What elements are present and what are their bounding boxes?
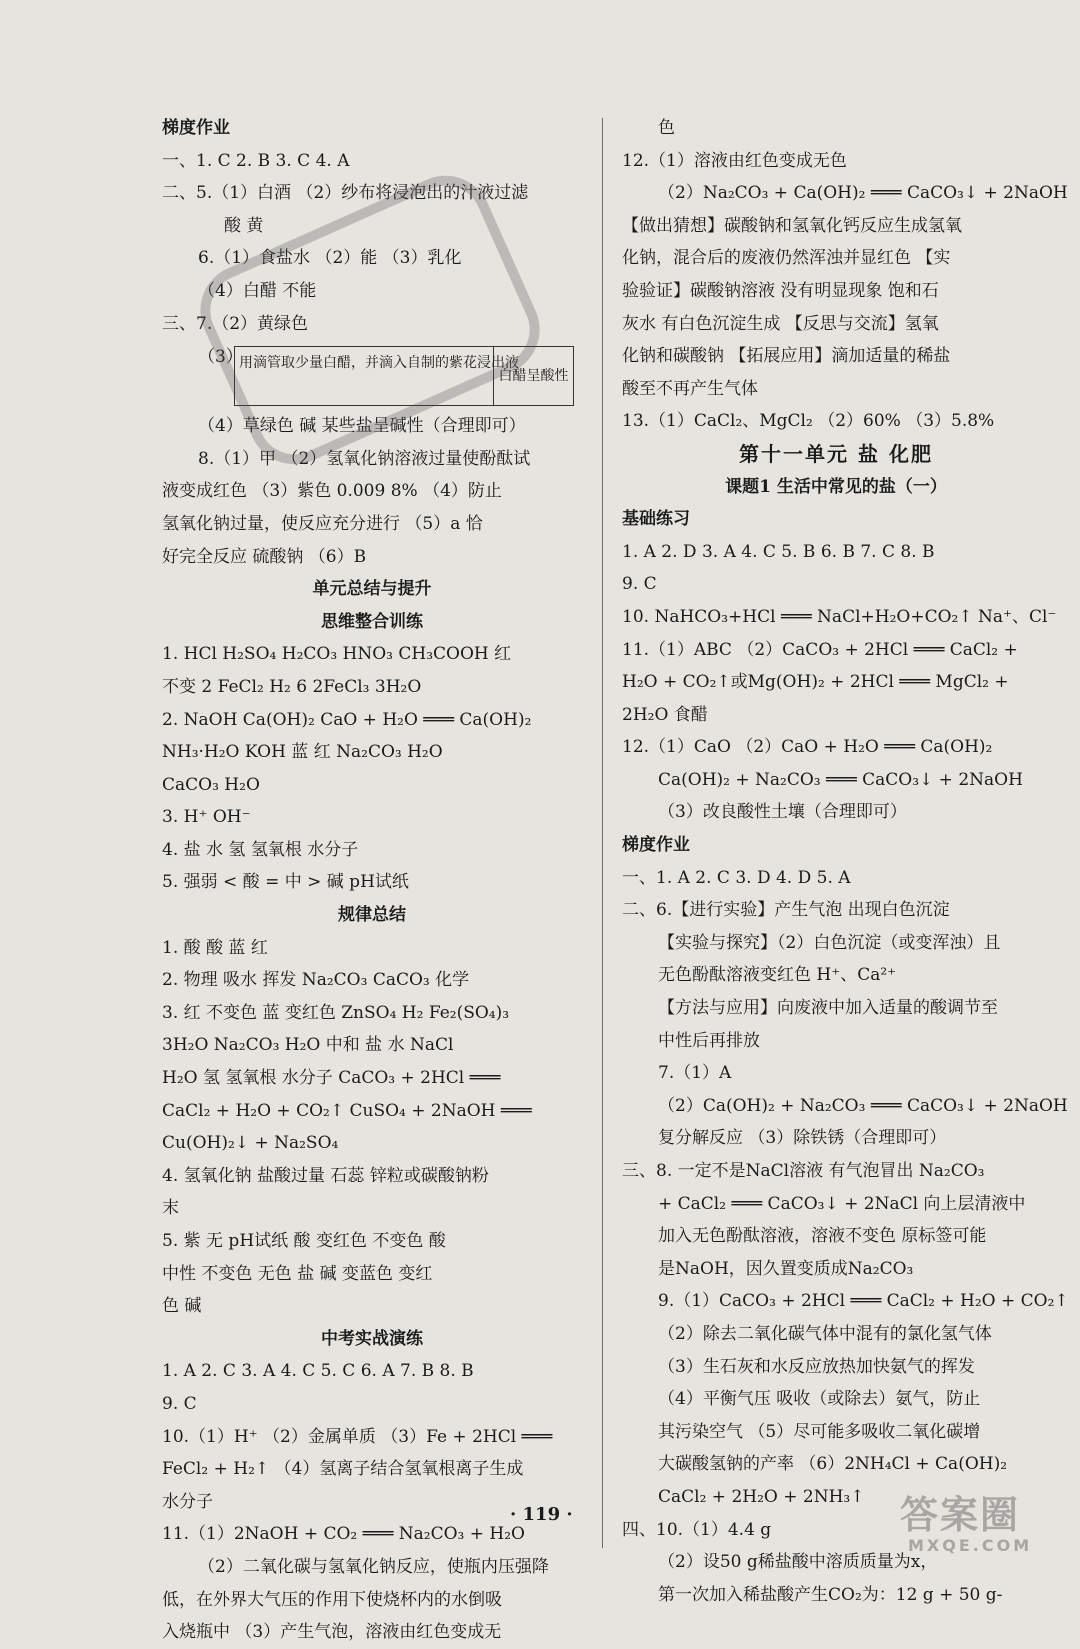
answer-line: 灰水 有白色沉淀生成 【反思与交流】氢氧 bbox=[622, 313, 939, 334]
answer-line: 一、1. C 2. B 3. C 4. A bbox=[162, 150, 350, 171]
answer-line: 11.（1）ABC （2）CaCO₃ + 2HCl ═══ CaCl₂ + bbox=[622, 639, 1018, 660]
answer-line: 大碳酸氢钠的产率 （6）2NH₄Cl + Ca(OH)₂ bbox=[658, 1454, 1008, 1475]
answer-line: 是NaOH，因久置变质成Na₂CO₃ bbox=[658, 1258, 914, 1279]
answer-line: NH₃·H₂O KOH 蓝 红 Na₂CO₃ H₂O bbox=[162, 742, 443, 763]
site-watermark-logo bbox=[900, 1494, 1070, 1564]
answer-line: FeCl₂ + H₂↑ （4）氢离子结合氢氧根离子生成 bbox=[162, 1459, 524, 1480]
section-heading: 基础练习 bbox=[622, 509, 690, 530]
answer-line: 第一次加入稀盐酸产生CO₂为：12 g + 50 g- bbox=[658, 1584, 1003, 1605]
answer-line: 末 bbox=[162, 1198, 179, 1219]
table-cell-conclusion: 白醋呈酸性 bbox=[498, 368, 569, 385]
answer-line: 2. 物理 吸水 挥发 Na₂CO₃ CaCO₃ 化学 bbox=[162, 970, 470, 991]
answer-line: 3. H⁺ OH⁻ bbox=[162, 807, 251, 828]
section-heading: 规律总结 bbox=[338, 905, 406, 926]
answer-line: 二、6.【进行实验】产生气泡 出现白色沉淀 bbox=[622, 900, 950, 921]
answer-line: Ca(OH)₂ + Na₂CO₃ ═══ CaCO₃↓ + 2NaOH bbox=[658, 769, 1023, 790]
table-cell-operation: 用滴管取少量白醋，并滴入自制的紫花浸出液 bbox=[235, 347, 494, 405]
answer-line: 9. C bbox=[162, 1393, 197, 1414]
section-heading: 梯度作业 bbox=[162, 118, 230, 138]
answer-line: 无色酚酞溶液变红色 H⁺、Ca²⁺ bbox=[658, 965, 897, 986]
answer-line: 12.（1）溶液由红色变成无色 bbox=[622, 150, 847, 171]
watermark-url: MXQE.COM bbox=[908, 1536, 1033, 1555]
answer-line: 1. 酸 酸 蓝 红 bbox=[162, 937, 268, 958]
section-heading: 单元总结与提升 bbox=[312, 579, 432, 600]
answer-line: 低，在外界大气压的作用下使烧杯内的水倒吸 bbox=[162, 1589, 502, 1610]
answer-line: （3）生石灰和水反应放热加快氨气的挥发 bbox=[658, 1356, 975, 1377]
lesson-title: 课题1 生活中常见的盐（一） bbox=[725, 476, 947, 497]
answer-line: 2H₂O 食醋 bbox=[622, 704, 708, 725]
answer-line: 【方法与应用】向废液中加入适量的酸调节至 bbox=[658, 998, 998, 1019]
answer-line: 9. C bbox=[622, 574, 657, 595]
answer-line: 水分子 bbox=[162, 1491, 213, 1512]
answer-line: 酸至不再产生气体 bbox=[622, 378, 758, 399]
answer-line: 液变成红色 （3）紫色 0.009 8% （4）防止 bbox=[162, 481, 502, 502]
answer-line: 13.（1）CaCl₂、MgCl₂ （2）60% （3）5.8% bbox=[622, 411, 995, 432]
answer-line: 【做出猜想】碳酸钠和氢氧化钙反应生成氢氧 bbox=[622, 215, 962, 236]
answer-line: 5. 紫 无 pH试纸 酸 变红色 不变色 酸 bbox=[162, 1231, 446, 1251]
answer-line: 1. A 2. C 3. A 4. C 5. C 6. A 7. B 8. B bbox=[162, 1361, 474, 1382]
answer-line: 氢氧化钠过量，使反应充分进行 （5）a 恰 bbox=[162, 513, 483, 534]
answer-line: + CaCl₂ ═══ CaCO₃↓ + 2NaCl 向上层清液中 bbox=[658, 1193, 1026, 1214]
answer-line: 加入无色酚酞溶液，溶液不变色 原标签可能 bbox=[658, 1226, 987, 1247]
answer-line: 4. 氢氧化钠 盐酸过量 石蕊 锌粒或碳酸钠粉 bbox=[162, 1165, 489, 1186]
answer-line: 好完全反应 硫酸钠 （6）B bbox=[162, 546, 367, 567]
answer-line: 三、7.（2）黄绿色 bbox=[162, 313, 309, 334]
answer-line: 2. NaOH Ca(OH)₂ CaO + H₂O ═══ Ca(OH)₂ bbox=[162, 709, 532, 730]
answer-line: 7.（1）A bbox=[658, 1063, 732, 1084]
answer-line: 其污染空气 （5）尽可能多吸收二氧化碳增 bbox=[658, 1421, 981, 1442]
answer-line: CaCO₃ H₂O bbox=[162, 774, 260, 795]
unit-title: 第十一单元 盐 化肥 bbox=[739, 441, 933, 466]
answer-line: 不变 2 FeCl₂ H₂ 6 2FeCl₃ 3H₂O bbox=[162, 676, 422, 697]
answer-line: 5. 强弱 < 酸 = 中 > 碱 pH试纸 bbox=[162, 872, 409, 893]
column-divider bbox=[602, 118, 603, 1548]
answer-line: 6.（1）食盐水 （2）能 （3）乳化 bbox=[198, 248, 462, 269]
section-heading: 梯度作业 bbox=[622, 835, 690, 856]
answer-line: 四、10.（1）4.4 g bbox=[622, 1519, 772, 1540]
answer-line: （2）Ca(OH)₂ + Na₂CO₃ ═══ CaCO₃↓ + 2NaOH bbox=[658, 1095, 1068, 1116]
answer-line: 1. HCl H₂SO₄ H₂CO₃ HNO₃ CH₃COOH 红 bbox=[162, 644, 512, 665]
answer-line: 一、1. A 2. C 3. D 4. D 5. A bbox=[622, 867, 851, 888]
answer-line: （4）平衡气压 吸收（或除去）氨气，防止 bbox=[658, 1389, 981, 1410]
answer-line: （4）草绿色 碱 某些盐呈碱性（合理即可） bbox=[198, 416, 526, 437]
answer-line: 酸 黄 bbox=[224, 215, 264, 236]
answer-line: （2）Na₂CO₃ + Ca(OH)₂ ═══ CaCO₃↓ + 2NaOH bbox=[658, 183, 1068, 204]
page-number: · 119 · bbox=[510, 1504, 573, 1525]
answer-line: 8.（1）甲 （2）氢氧化钠溶液过量使酚酞试 bbox=[198, 448, 531, 469]
answer-line: 12.（1）CaO （2）CaO + H₂O ═══ Ca(OH)₂ bbox=[622, 737, 993, 758]
watermark-text: 答案圈 bbox=[900, 1493, 1021, 1537]
answer-line: 10.（1）H⁺ （2）金属单质 （3）Fe + 2HCl ═══ bbox=[162, 1426, 553, 1447]
answer-line: 1. A 2. D 3. A 4. C 5. B 6. B 7. C 8. B bbox=[622, 541, 935, 562]
table-prefix: （3） bbox=[198, 347, 243, 368]
answer-line: 11.（1）2NaOH + CO₂ ═══ Na₂CO₃ + H₂O bbox=[162, 1524, 525, 1545]
answer-line: （4）白醋 不能 bbox=[198, 280, 317, 301]
answer-line: 【实验与探究】（2）白色沉淀（或变浑浊）且 bbox=[658, 932, 1001, 953]
answer-line: 复分解反应 （3）除铁锈（合理即可） bbox=[658, 1128, 947, 1149]
answer-line: 3. 红 不变色 蓝 变红色 ZnSO₄ H₂ Fe₂(SO₄)₃ bbox=[162, 1002, 510, 1023]
answer-line: （2）除去二氧化碳气体中混有的氯化氢气体 bbox=[658, 1323, 992, 1344]
answer-line: 中性 不变色 无色 盐 碱 变蓝色 变红 bbox=[162, 1263, 433, 1284]
answer-line: Cu(OH)₂↓ + Na₂SO₄ bbox=[162, 1133, 339, 1154]
answer-line: CaCl₂ + 2H₂O + 2NH₃↑ bbox=[658, 1486, 865, 1507]
answer-line: （3）改良酸性土壤（合理即可） bbox=[658, 802, 907, 823]
answer-line: 色 碱 bbox=[162, 1296, 202, 1317]
answer-line: （2）二氧化碳与氢氧化钠反应，使瓶内压强降 bbox=[198, 1556, 549, 1577]
answer-line: 化钠，混合后的废液仍然浑浊并显红色 【实 bbox=[622, 248, 951, 269]
answer-line: H₂O + CO₂↑或Mg(OH)₂ + 2HCl ═══ MgCl₂ + bbox=[622, 672, 1009, 693]
answer-line: 色 bbox=[658, 118, 675, 138]
section-heading: 思维整合训练 bbox=[321, 611, 423, 632]
answer-line: CaCl₂ + H₂O + CO₂↑ CuSO₄ + 2NaOH ═══ bbox=[162, 1100, 532, 1121]
answer-line: （2）设50 g稀盐酸中溶质质量为x， bbox=[658, 1552, 938, 1573]
answer-line: 4. 盐 水 氢 氢氧根 水分子 bbox=[162, 839, 359, 860]
answer-line: H₂O 氢 氢氧根 水分子 CaCO₃ + 2HCl ═══ bbox=[162, 1068, 501, 1089]
answer-line: 入烧瓶中 （3）产生气泡，溶液由红色变成无 bbox=[162, 1622, 502, 1643]
answer-line: 二、5.（1）白酒 （2）纱布将浸泡出的汁液过滤 bbox=[162, 183, 529, 204]
section-heading: 中考实战演练 bbox=[321, 1328, 423, 1349]
answer-line: 中性后再排放 bbox=[658, 1030, 760, 1051]
answer-line: 验验证】碳酸钠溶液 没有明显现象 饱和石 bbox=[622, 280, 939, 301]
answer-line: 三、8. 一定不是NaCl溶液 有气泡冒出 Na₂CO₃ bbox=[622, 1161, 985, 1181]
answer-line: 3H₂O Na₂CO₃ H₂O 中和 盐 水 NaCl bbox=[162, 1035, 454, 1056]
right-column bbox=[622, 112, 1069, 1611]
answer-line: 9.（1）CaCO₃ + 2HCl ═══ CaCl₂ + H₂O + CO₂↑ bbox=[658, 1291, 1069, 1312]
answer-line: 10. NaHCO₃+HCl ═══ NaCl+H₂O+CO₂↑ Na⁺、Cl⁻ bbox=[622, 606, 1057, 627]
answer-line: 化钠和碳酸钠 【拓展应用】滴加适量的稀盐 bbox=[622, 346, 951, 367]
